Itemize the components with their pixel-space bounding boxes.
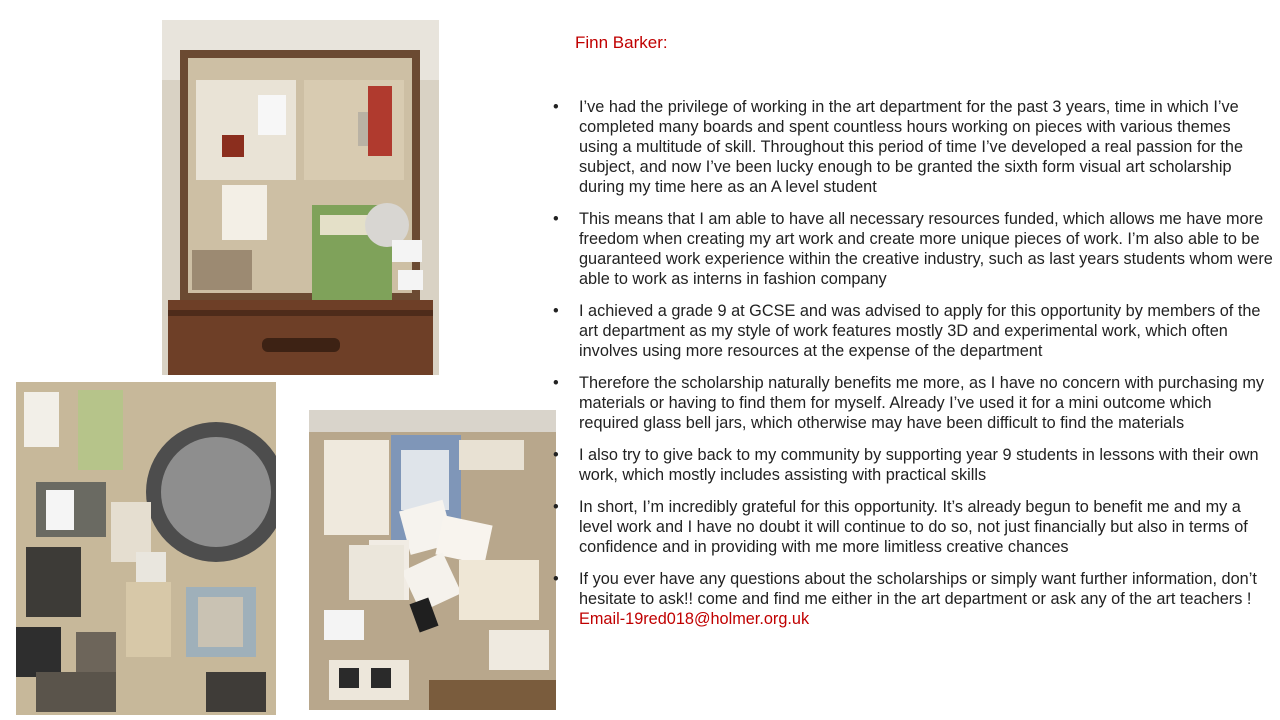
collage-board-photo-right [309, 410, 556, 710]
bullet-item [553, 445, 1273, 485]
bullet-text: If you ever have any questions about the scholarships or simply want further information, don’t hesitate to ask!! come and find me either in the art department or ask any of the art teachers ! [579, 570, 1257, 608]
student-name-title: Finn Barker: [575, 33, 668, 52]
bullet-item [553, 373, 1273, 433]
bullet-text: In short, I’m incredibly grateful for this opportunity. It’s already begun to benefit me and my a level work and I have no doubt it will continue to do so, not just financially but also in terms of confidence and in providing with me more limitless creative chances [579, 498, 1248, 556]
bullet-item [553, 497, 1273, 557]
bullet-item [553, 97, 1273, 197]
bullet-text: This means that I am able to have all necessary resources funded, which allows me have more freedom when creating my art work and create more unique pieces of work. I’m also able to be guaranteed work experience within the creative industry, such as last years students whom were able to work as interns in fashion company [579, 210, 1273, 288]
suitcase-artwork-photo [162, 20, 439, 375]
bullet-text: I achieved a grade 9 at GCSE and was advised to apply for this opportunity by members of the art department as my style of work features mostly 3D and experimental work, which often involves using more resources at the expense of the department [579, 302, 1261, 360]
contact-email[interactable]: Email-19red018@holmer.org.uk [579, 610, 810, 628]
bullet-item [553, 301, 1273, 361]
bullet-text: I also try to give back to my community by supporting year 9 students in lessons with their own work, which mostly includes assisting with practical skills [579, 446, 1259, 484]
bullet-text: Therefore the scholarship naturally benefits me more, as I have no concern with purchasing my materials or having to find them for myself. Already I’ve used it for a mini outcome which required glass bell jars, which otherwise may have been difficult to find the materials [579, 374, 1265, 432]
scholarship-bullet-list [553, 97, 1273, 641]
bullet-text: I’ve had the privilege of working in the art department for the past 3 years, time in which I’ve completed many boards and spent countless hours working on pieces with various themes using a multitude of skill. Throughout this period of time I’ve developed a real passion for the subject, and now I’ve been lucky enough to be granted the sixth form visual art scholarship during my time here as an A level student [579, 98, 1243, 196]
bullet-item [553, 569, 1273, 629]
collage-board-photo-left [16, 382, 276, 715]
bullet-item [553, 209, 1273, 289]
